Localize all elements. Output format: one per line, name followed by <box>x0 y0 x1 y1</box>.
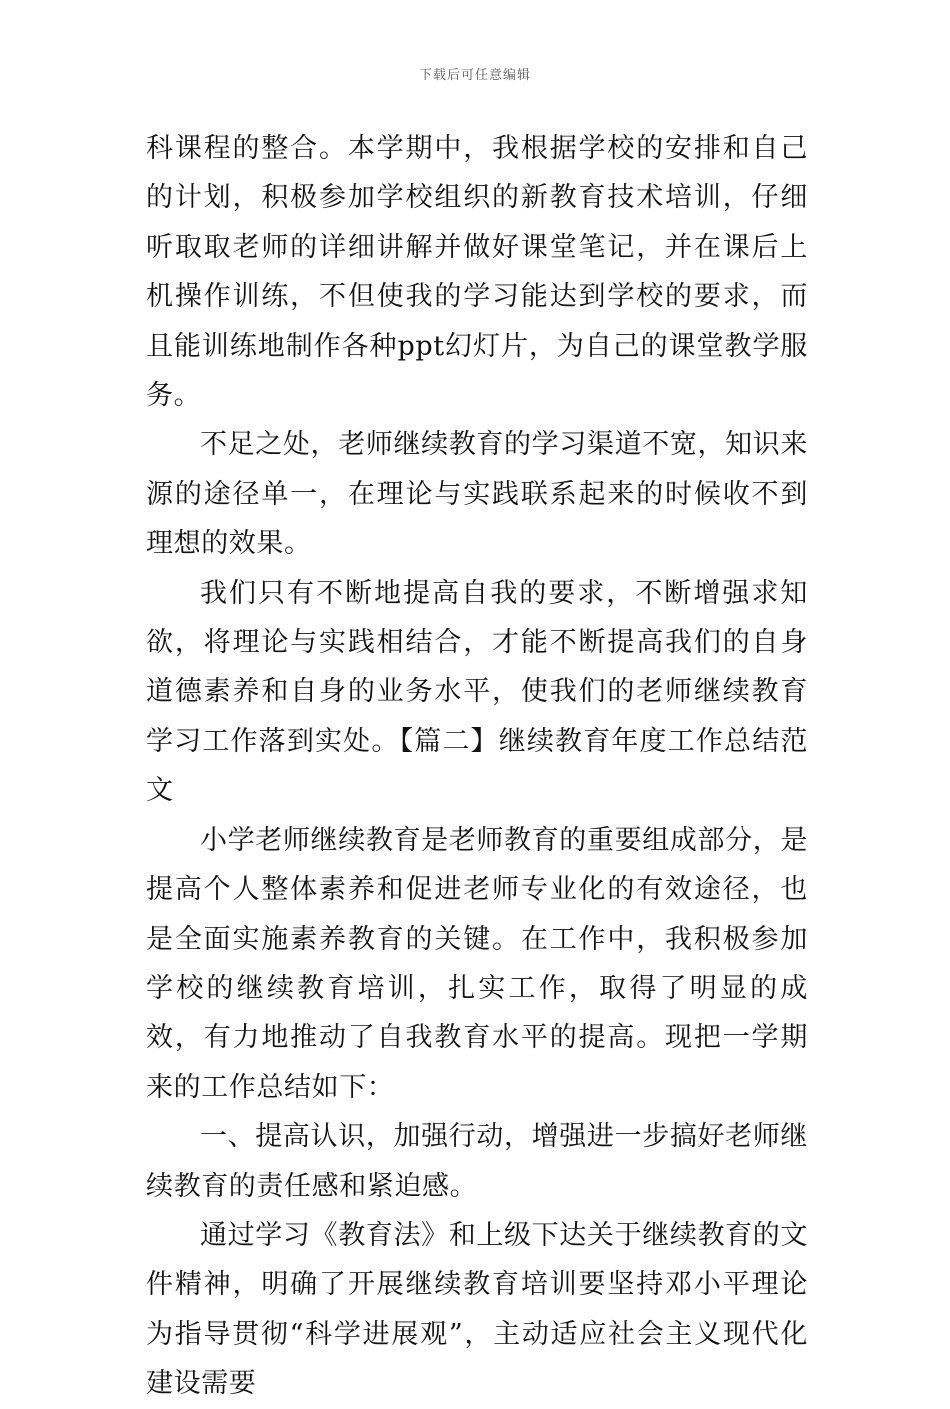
paragraph-3: 我们只有不断地提高自我的要求，不断增强求知欲，将理论与实践相结合，才能不断提高我们的自身道德素养和自身的业务水平，使我们的老师继续教育学习工作落到实处。【篇二】继续教育年度工作总结范文 <box>146 577 808 807</box>
document-body <box>146 124 808 1409</box>
paragraph-4: 小学老师继续教育是老师教育的重要组成部分，是提高个人整体素养和促进老师专业化的有效途径，也是全面实施素养教育的关键。在工作中，我积极参加学校的继续教育培训，扎实工作，取得了明显的成效，有力地推动了自我教育水平的提高。现把一学期来的工作总结如下： <box>146 824 808 1103</box>
paragraph-5: 一、提高认识，加强行动，增强进一步搞好老师继续教育的责任感和紧迫感。 <box>146 1121 808 1202</box>
page-header-note: 下载后可任意编辑 <box>418 68 531 83</box>
paragraph-6: 通过学习《教育法》和上级下达关于继续教育的文件精神，明确了开展继续教育培训要坚持邓小平理论为指导贯彻“科学进展观”，主动适应社会主义现代化建设需要 <box>146 1219 808 1400</box>
paragraph-2: 不足之处，老师继续教育的学习渠道不宽，知识来源的途径单一，在理论与实践联系起来的时候收不到理想的效果。 <box>146 429 808 560</box>
paragraph-1: 科课程的整合。本学期中，我根据学校的安排和自己的计划，积极参加学校组织的新教育技术培训，仔细听取取老师的详细讲解并做好课堂笔记，并在课后上机操作训练，不但使我的学习能达到学校的要求，而且能训练地制作各种ppt幻灯片，为自己的课堂教学服务。 <box>146 133 808 412</box>
